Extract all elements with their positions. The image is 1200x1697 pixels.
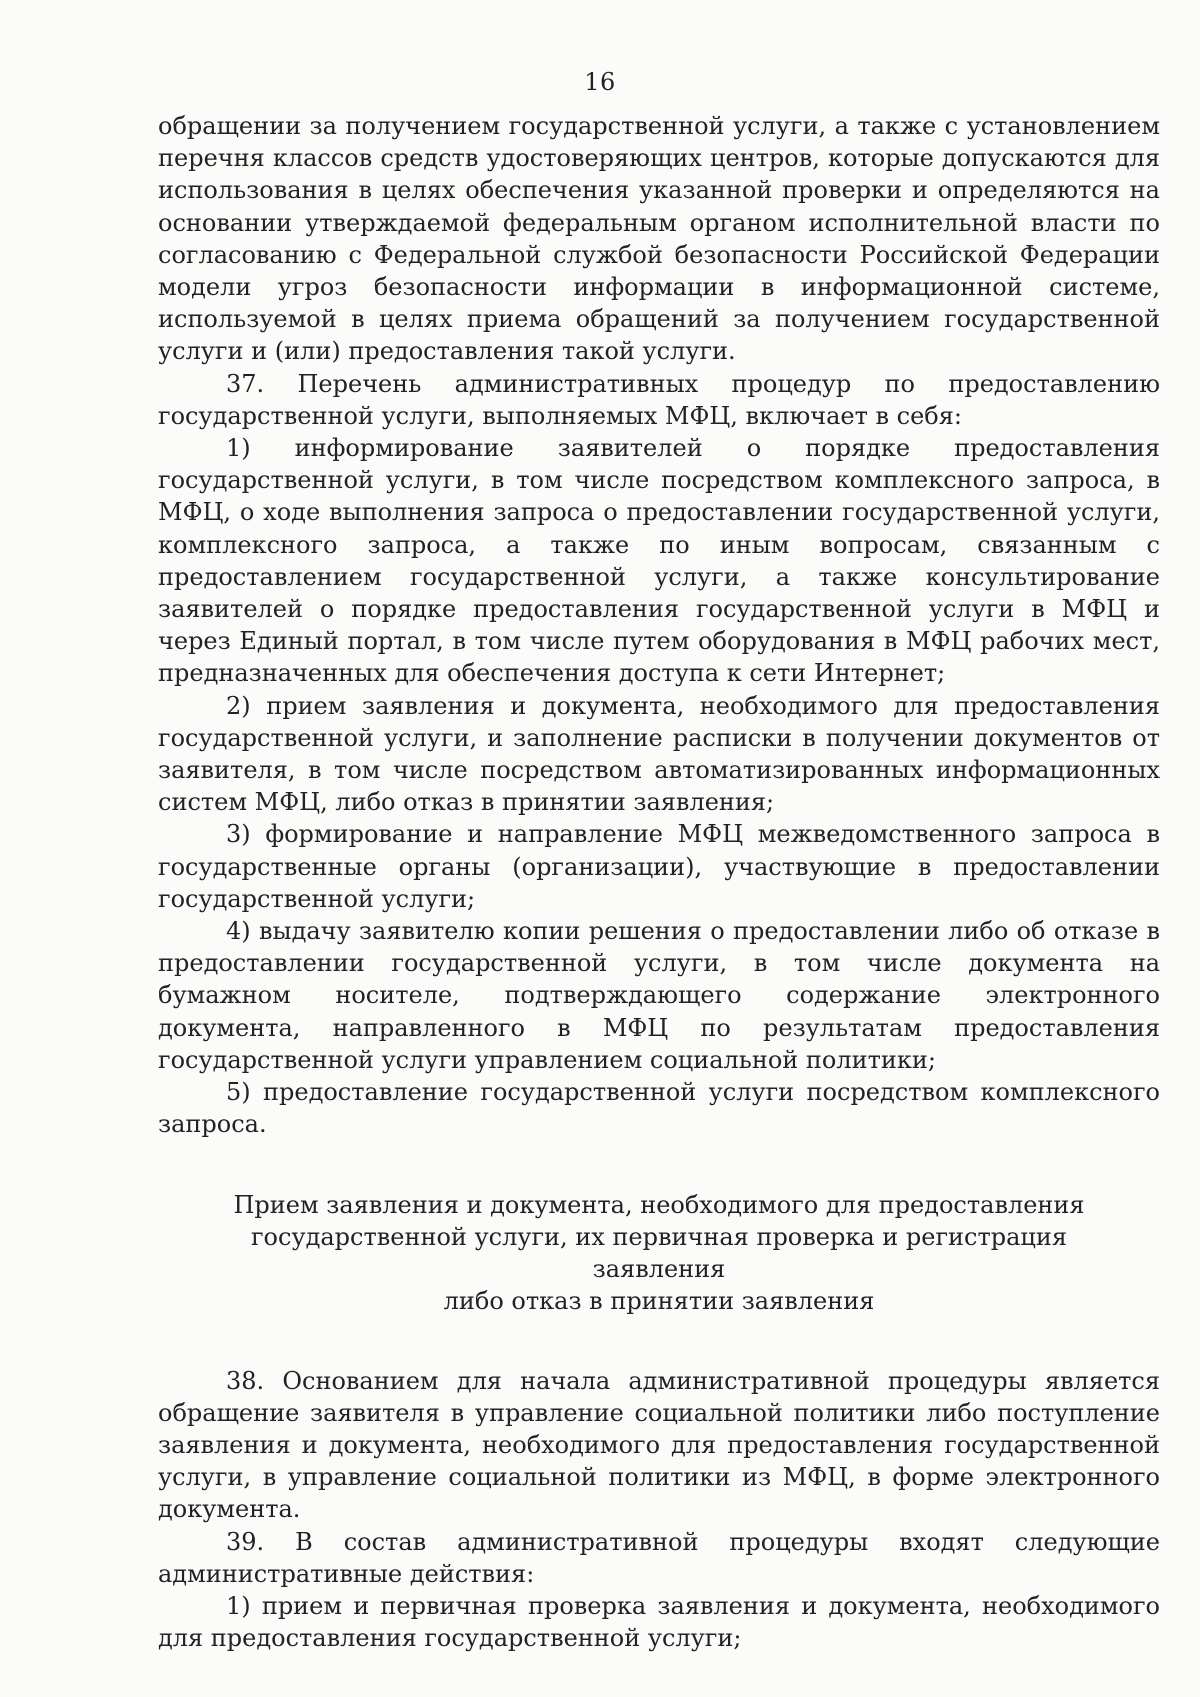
section-heading-line: либо отказ в принятии заявления <box>443 1286 875 1315</box>
list-item-4: 4) выдачу заявителю копии решения о предоставлении либо об отказе в предоставлении государственной услуги, в том числе документа на бумажном носителе, подтверждающего содержание электронного документа, направленного в МФЦ по результатам предоставления государственной услуги управлением социальной политики; <box>158 917 1160 1074</box>
paragraph-38: 38. Основанием для начала административной процедуры является обращение заявителя в управление социальной политики либо поступление заявления и документа, необходимого для предоставления государственной услуги, в управление социальной политики из МФЦ, в форме электронного документа. <box>158 1366 1160 1524</box>
paragraph-continuation: обращении за получением государственной услуги, а также с установлением перечня классов средств удостоверяющих центров, которые допускаются для использования в целях обеспечения указанной проверки и определяются на основании утверждаемой федеральным органом исполнительной власти по согласованию с Федеральной службой безопасности Российской Федерации модели угроз безопасности информации в информационной системе, используемой в целях приема обращений за получением государственной услуги и (или) предоставления такой услуги. <box>158 112 1160 366</box>
paragraph-37: 37. Перечень административных процедур по предоставлению государственной услуги, выполняемых МФЦ, включает в себя: <box>158 369 1160 430</box>
list-item-1-procedure: 1) прием и первичная проверка заявления и документа, необходимого для предоставления государственной услуги; <box>158 1591 1160 1653</box>
section-heading-line: государственной услуги, их первичная проверка и регистрация заявления <box>250 1222 1067 1283</box>
paragraph-39: 39. В состав административной процедуры входят следующие административные действия: <box>158 1527 1160 1588</box>
page-number: 16 <box>584 68 616 96</box>
section-heading <box>158 1189 1160 1317</box>
list-item-2: 2) прием заявления и документа, необходимого для предоставления государственной услуги, и заполнение расписки в получении документов от заявителя, в том числе посредством автоматизированных информационных систем МФЦ, либо отказ в принятии заявления; <box>158 691 1160 817</box>
list-item-1: 1) информирование заявителей о порядке предоставления государственной услуги, в том числе посредством комплексного запроса, в МФЦ, о ходе выполнения запроса о предоставлении государственной услуги, комплексного запроса, а также по иным вопросам, связанным с предоставлением государственной услуги, а также консультирование заявителей о порядке предоставления государственной услуги в МФЦ и через Единый портал, в том числе путем оборудования в МФЦ рабочих мест, предназначенных для обеспечения доступа к сети Интернет; <box>158 434 1160 688</box>
section-heading-line: Прием заявления и документа, необходимого для предоставления <box>233 1190 1085 1219</box>
list-item-3: 3) формирование и направление МФЦ межведомственного запроса в государственные органы (организации), участвующие в предоставлении государственной услуги; <box>158 820 1160 913</box>
document-body <box>158 110 1160 1654</box>
list-item-5: 5) предоставление государственной услуги посредством комплексного запроса. <box>158 1078 1160 1139</box>
